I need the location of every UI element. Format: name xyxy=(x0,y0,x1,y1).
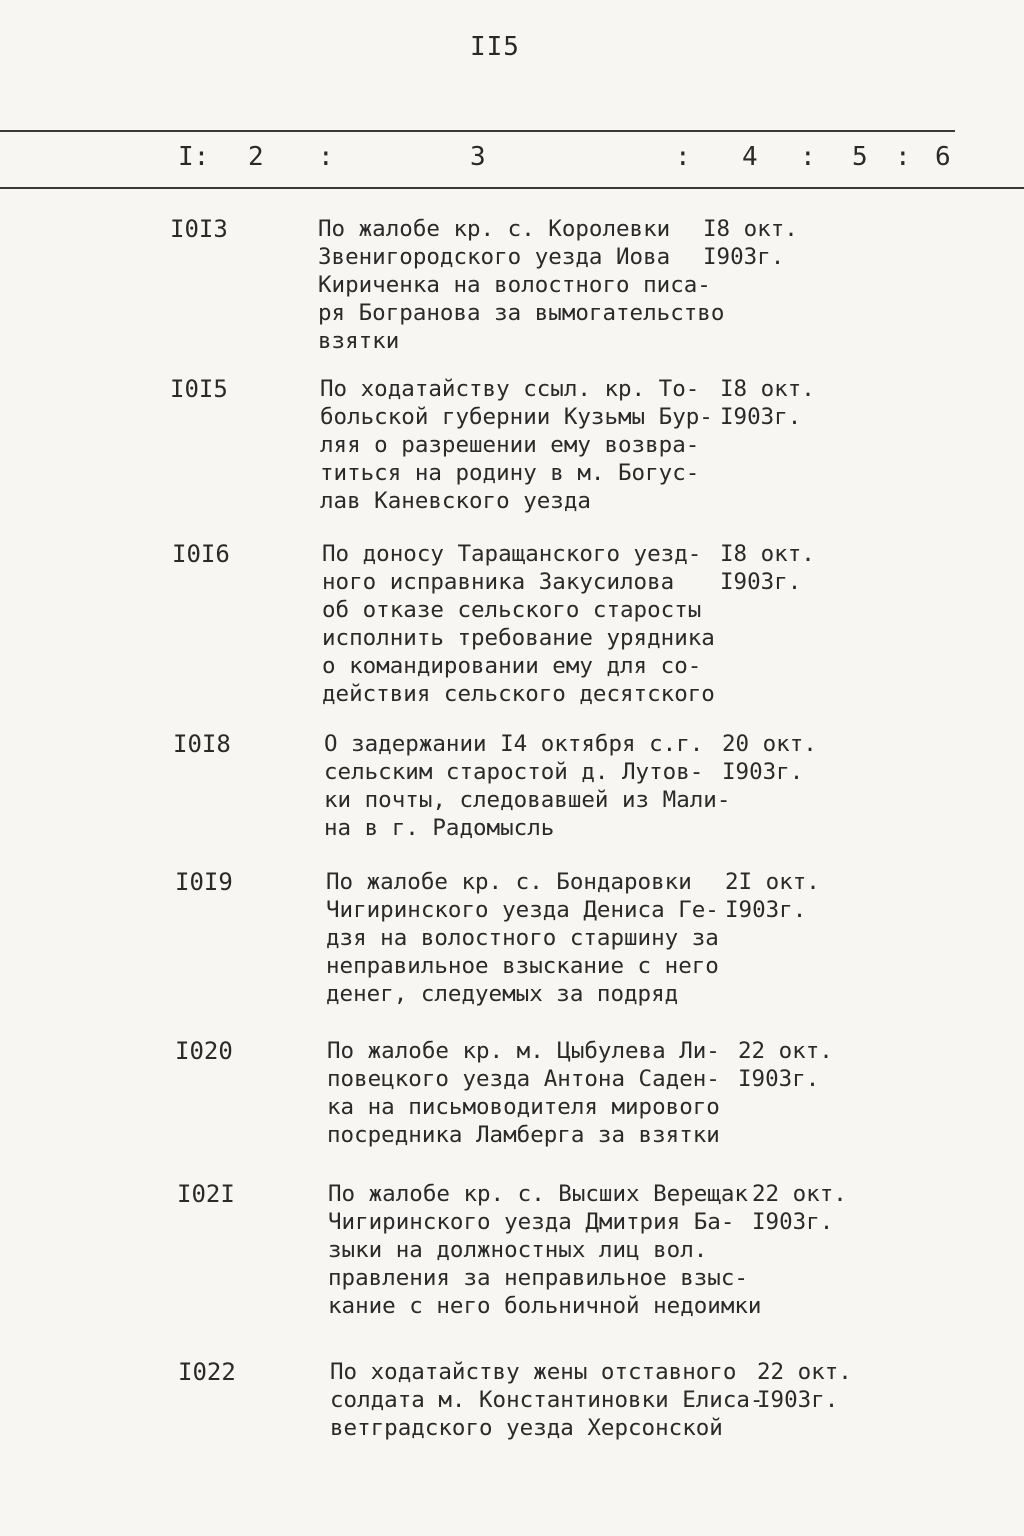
date-line: I903г. xyxy=(757,1387,839,1413)
description-line: По ходатайству жены отставного xyxy=(330,1359,737,1385)
entry-date xyxy=(722,730,817,786)
entry-number: I02I xyxy=(177,1180,235,1208)
description-line: О задержании I4 октября с.г. xyxy=(324,731,704,757)
description-line: ного исправника Закусилова xyxy=(322,569,675,595)
entry-date xyxy=(757,1358,852,1414)
column-header-1: I: xyxy=(178,142,210,172)
description-line: повецкого уезда Антона Саден- xyxy=(327,1066,720,1092)
page-number: II5 xyxy=(470,32,520,62)
description-line: взятки xyxy=(318,328,400,354)
description-line: Кириченка на волостного писа- xyxy=(318,272,711,298)
description-line: правления за неправильное взыс- xyxy=(328,1265,748,1291)
date-line: I903г. xyxy=(752,1209,834,1235)
date-line: 20 окт. xyxy=(722,731,817,757)
entry-number: I0I5 xyxy=(170,375,228,403)
entry-number: I022 xyxy=(178,1358,236,1386)
column-header-4: 4 xyxy=(742,142,758,172)
description-line: о командировании ему для со- xyxy=(322,653,702,679)
entry-description xyxy=(324,730,730,842)
description-line: ка на письмоводителя мирового xyxy=(327,1094,720,1120)
description-line: По жалобе кр. м. Цыбулева Ли- xyxy=(327,1038,720,1064)
description-line: По ходатайству ссыл. кр. То- xyxy=(320,376,700,402)
header-rule-bottom xyxy=(0,187,1024,189)
entry-number: I0I8 xyxy=(173,730,231,758)
entry-number: I0I3 xyxy=(170,215,228,243)
column-header-6: 6 xyxy=(935,142,951,172)
column-separator: : xyxy=(318,142,334,172)
column-header-2: 2 xyxy=(248,142,264,172)
entry-description xyxy=(320,375,713,515)
entry-date xyxy=(720,375,815,431)
entry-date xyxy=(720,540,815,596)
entry-number: I0I6 xyxy=(172,540,230,568)
date-line: I8 окт. xyxy=(720,541,815,567)
column-separator: : xyxy=(675,142,691,172)
description-line: зыки на должностных лиц вол. xyxy=(328,1237,708,1263)
description-line: Чигиринского уезда Дениса Ге- xyxy=(326,897,719,923)
column-header-5: 5 xyxy=(852,142,868,172)
date-line: 2I окт. xyxy=(725,869,820,895)
date-line: I8 окт. xyxy=(703,216,798,242)
column-header-row xyxy=(0,142,1024,178)
date-line: I903г. xyxy=(725,897,807,923)
entry-description xyxy=(330,1358,763,1442)
description-line: ря Богранова за вымогательство xyxy=(318,300,725,326)
description-line: титься на родину в м. Богус- xyxy=(320,460,700,486)
date-line: I903г. xyxy=(722,759,804,785)
description-line: По жалобе кр. с. Королевки xyxy=(318,216,671,242)
description-line: посредника Ламберга за взятки xyxy=(327,1122,720,1148)
description-line: сельским старостой д. Лутов- xyxy=(324,759,704,785)
date-line: I903г. xyxy=(720,569,802,595)
date-line: 22 окт. xyxy=(752,1181,847,1207)
entry-date xyxy=(752,1180,847,1236)
description-line: Звенигородского уезда Иова xyxy=(318,244,671,270)
description-line: ветградского уезда Херсонской xyxy=(330,1415,723,1441)
description-line: больской губернии Кузьмы Бур- xyxy=(320,404,713,430)
description-line: дзя на волостного старшину за xyxy=(326,925,719,951)
column-separator: : xyxy=(895,142,911,172)
description-line: солдата м. Константиновки Елиса- xyxy=(330,1387,764,1413)
description-line: кание с него больничной недоимки xyxy=(328,1293,762,1319)
entry-date xyxy=(738,1037,833,1093)
description-line: неправильное взыскание с него xyxy=(326,953,719,979)
column-separator: : xyxy=(800,142,816,172)
entry-date xyxy=(725,868,820,924)
description-line: лав Каневского уезда xyxy=(320,488,591,514)
entry-number: I020 xyxy=(175,1037,233,1065)
description-line: По жалобе кр. с. Высших Верещак xyxy=(328,1181,748,1207)
date-line: I903г. xyxy=(738,1066,820,1092)
entry-description xyxy=(318,215,724,355)
description-line: об отказе сельского старосты xyxy=(322,597,702,623)
entry-date xyxy=(703,215,798,271)
date-line: 22 окт. xyxy=(738,1038,833,1064)
date-line: I8 окт. xyxy=(720,376,815,402)
date-line: I903г. xyxy=(720,404,802,430)
description-line: ляя о разрешении ему возвра- xyxy=(320,432,700,458)
date-line: I903г. xyxy=(703,244,785,270)
description-line: денег, следуемых за подряд xyxy=(326,981,679,1007)
description-line: Чигиринского уезда Дмитрия Ба- xyxy=(328,1209,735,1235)
column-header-3: 3 xyxy=(470,142,486,172)
entry-description xyxy=(328,1180,761,1320)
description-line: действия сельского десятского xyxy=(322,681,715,707)
description-line: По жалобе кр. с. Бондаровки xyxy=(326,869,692,895)
entry-description xyxy=(327,1037,720,1149)
entry-description xyxy=(322,540,715,708)
description-line: на в г. Радомысль xyxy=(324,815,555,841)
header-rule-top xyxy=(0,130,955,132)
date-line: 22 окт. xyxy=(757,1359,852,1385)
description-line: По доносу Таращанского уезд- xyxy=(322,541,702,567)
entry-description xyxy=(326,868,719,1008)
description-line: ки почты, следовавшей из Мали- xyxy=(324,787,731,813)
entry-number: I0I9 xyxy=(175,868,233,896)
description-line: исполнить требование урядника xyxy=(322,625,715,651)
